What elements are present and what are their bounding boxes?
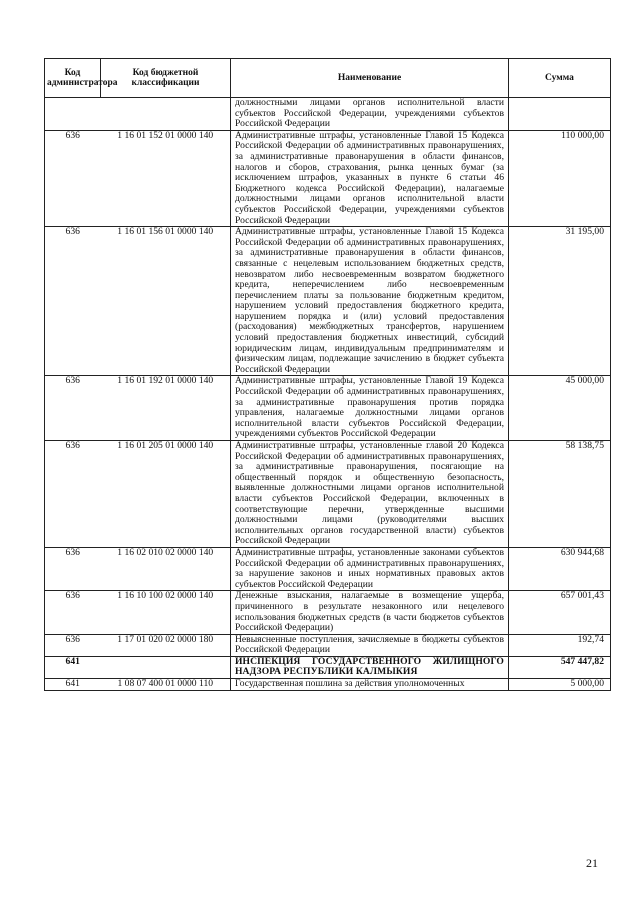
cell-name: должностными лицами органов исполнительной власти субъектов Российской Федерации, учреждениями субъектов Российской Федерации: [231, 98, 509, 131]
cell-admin-code: 641: [45, 679, 101, 691]
cell-name: ИНСПЕКЦИЯ ГОСУДАРСТВЕННОГО ЖИЛИЩНОГО НАДЗОРА РЕСПУБЛИКИ КАЛМЫКИЯ: [231, 656, 509, 678]
header-admin-code: Код администратора: [45, 59, 101, 98]
cell-budget-code: 1 16 01 192 01 0000 140: [101, 376, 231, 441]
table-row: [45, 679, 611, 691]
table-row: [45, 376, 611, 441]
cell-budget-code: 1 08 07 400 01 0000 110: [101, 679, 231, 691]
table-row: [45, 227, 611, 376]
cell-admin-code: 636: [45, 130, 101, 226]
header-sum: Сумма: [509, 59, 611, 98]
table-row: [45, 634, 611, 656]
table-row: [45, 130, 611, 226]
cell-admin-code: 636: [45, 227, 101, 376]
cell-sum: 657 001,43: [509, 591, 611, 634]
cell-sum: 547 447,82: [509, 656, 611, 678]
cell-sum: 630 944,68: [509, 547, 611, 590]
cell-name: Невыясненные поступления, зачисляемые в бюджеты субъектов Российской Федерации: [231, 634, 509, 656]
cell-sum: 192,74: [509, 634, 611, 656]
cell-budget-code: 1 16 10 100 02 0000 140: [101, 591, 231, 634]
cell-name: Административные штрафы, установленные Главой 15 Кодекса Российской Федерации об административных правонарушениях, за административные правонарушения в области финансов, связанные с нецелевым использованием бюджетных средств, невозвратом либо несвоевременным возвратом бюджетного кредита, неперечислением либо несвоевременным перечислением платы за пользование бюджетным кредитом, нарушением условий предоставления бюджетного кредита, нарушением порядка и (или) условий предоставления (расходования) межбюджетных трансфертов, нарушением условий предоставления бюджетных инвестиций, субсидий юридическим лицам, индивидуальным предпринимателям и физическим лицам, подлежащие зачислению в бюджет субъекта Российской Федерации: [231, 227, 509, 376]
cell-name: Административные штрафы, установленные законами субъектов Российской Федерации об административных правонарушениях, за нарушение законов и иных нормативных правовых актов субъектов Российской Федерации: [231, 547, 509, 590]
cell-budget-code: [101, 98, 231, 131]
table-row: [45, 547, 611, 590]
cell-admin-code: 641: [45, 656, 101, 678]
cell-name: Административные штрафы, установленные Главой 19 Кодекса Российской Федерации об административных правонарушениях, за административные правонарушения против порядка управления, налагаемые должностными лицами органов исполнительной власти субъектов Российской Федерации, учреждениями субъектов Российской Федерации: [231, 376, 509, 441]
cell-admin-code: 636: [45, 591, 101, 634]
cell-name: Денежные взыскания, налагаемые в возмещение ущерба, причиненного в результате незаконного или нецелевого использования бюджетных средств (в части бюджетов субъектов Российской Федерации): [231, 591, 509, 634]
cell-budget-code: 1 16 01 205 01 0000 140: [101, 441, 231, 548]
cell-sum: 110 000,00: [509, 130, 611, 226]
cell-name: Административные штрафы, установленные Главой 15 Кодекса Российской Федерации об административных правонарушениях, за административные правонарушения в области финансов, налогов и сборов, страхования, рынка ценных бумаг (за исключением штрафов, указанных в пункте 6 статьи 46 Бюджетного кодекса Российской Федерации), налагаемые должностными лицами органов исполнительной власти субъектов Российской Федерации, учреждениями субъектов Российской Федерации: [231, 130, 509, 226]
cell-name: Административные штрафы, установленные главой 20 Кодекса Российской Федерации об административных правонарушениях, за административные правонарушения, посягающие на общественный порядок и общественную безопасность, выявленные должностными лицами органов исполнительной власти субъектов Российской Федерации, включенных в соответствующие перечни, утвержденные высшими должностными лицами (руководителями высших исполнительных органов государственной власти) субъектов Российской Федерации: [231, 441, 509, 548]
cell-admin-code: 636: [45, 376, 101, 441]
cell-budget-code: [101, 656, 231, 678]
cell-admin-code: 636: [45, 547, 101, 590]
table-header-row: [45, 59, 611, 98]
cell-budget-code: 1 17 01 020 02 0000 180: [101, 634, 231, 656]
cell-budget-code: 1 16 02 010 02 0000 140: [101, 547, 231, 590]
table-body: [45, 98, 611, 691]
header-name: Наименование: [231, 59, 509, 98]
table-row: [45, 656, 611, 678]
table-row: [45, 441, 611, 548]
page-number: 21: [586, 856, 598, 870]
cell-sum: 45 000,00: [509, 376, 611, 441]
table-row: [45, 98, 611, 131]
cell-admin-code: 636: [45, 441, 101, 548]
table-row: [45, 591, 611, 634]
cell-sum: [509, 98, 611, 131]
cell-budget-code: 1 16 01 152 01 0000 140: [101, 130, 231, 226]
cell-sum: 58 138,75: [509, 441, 611, 548]
document-page: [44, 58, 610, 691]
revenue-table: [44, 58, 611, 691]
cell-sum: 5 000,00: [509, 679, 611, 691]
header-budget-code: Код бюджетной классификации: [101, 59, 231, 98]
cell-name: Государственная пошлина за действия уполномоченных: [231, 679, 509, 691]
cell-admin-code: [45, 98, 101, 131]
cell-sum: 31 195,00: [509, 227, 611, 376]
cell-admin-code: 636: [45, 634, 101, 656]
cell-budget-code: 1 16 01 156 01 0000 140: [101, 227, 231, 376]
